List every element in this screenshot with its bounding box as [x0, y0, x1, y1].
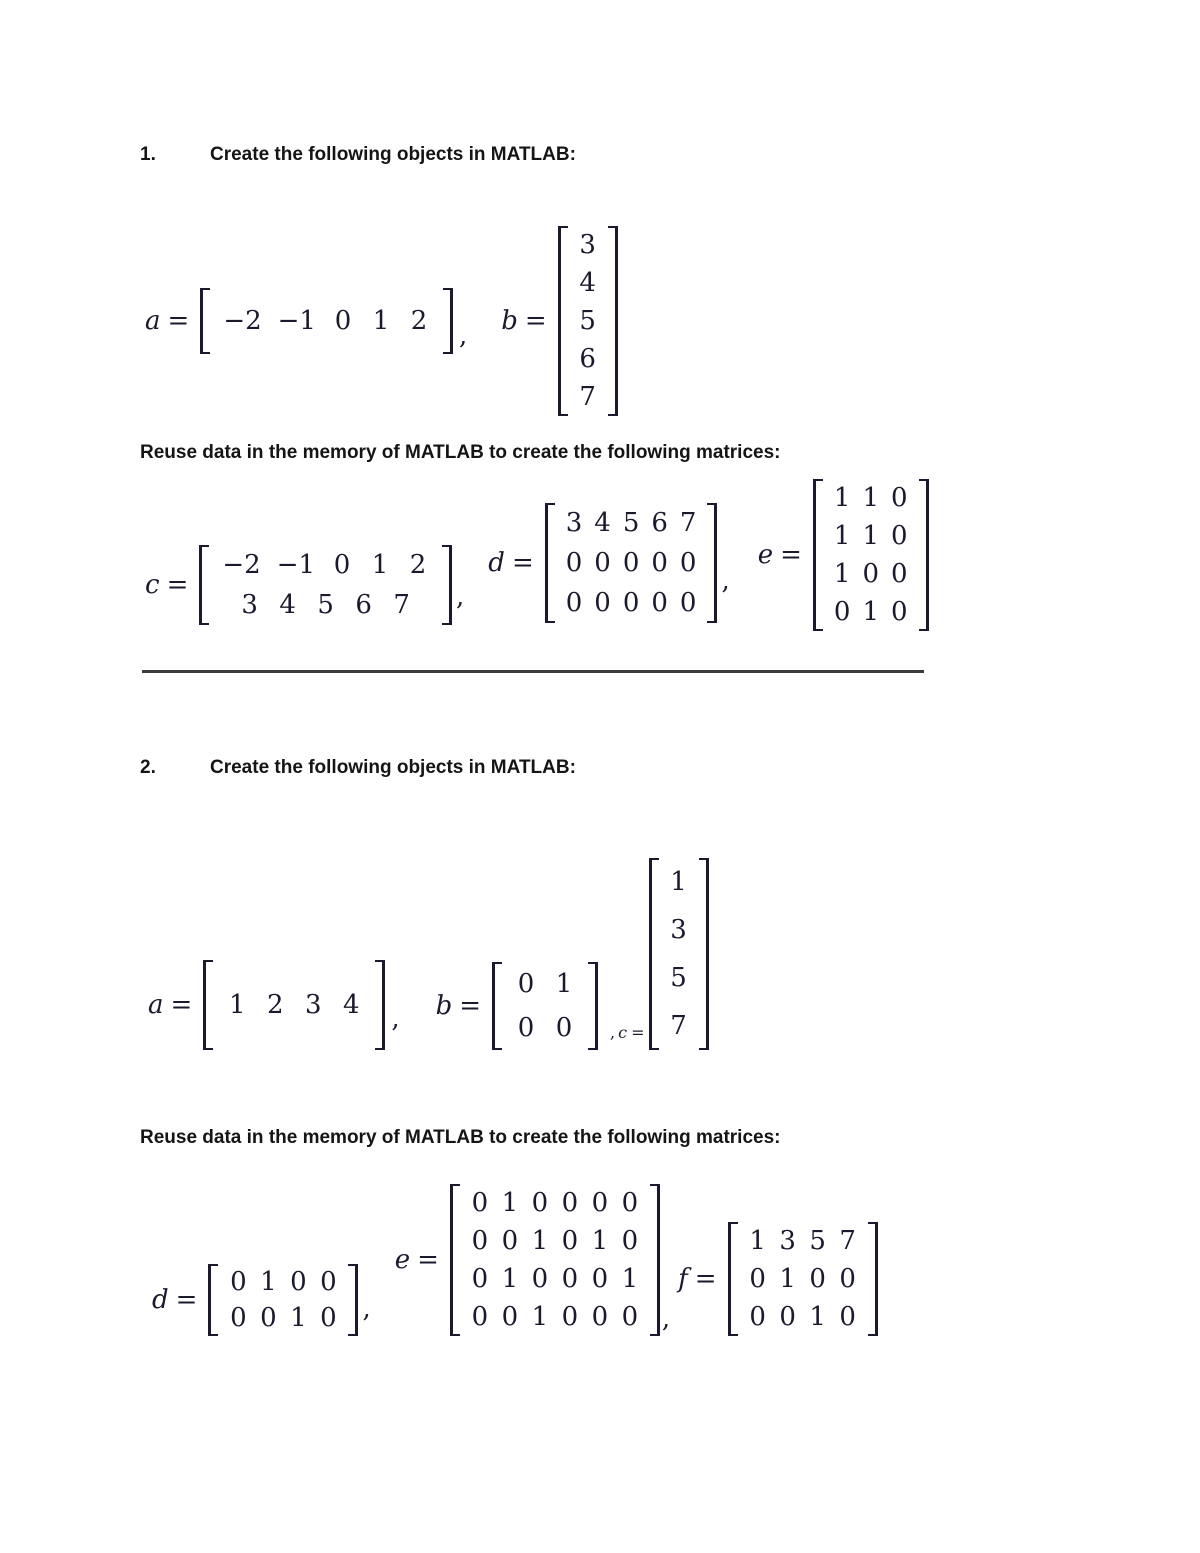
matrix-cell: 0 — [290, 1267, 307, 1297]
section2-item-number: 2. — [140, 757, 156, 778]
matrix-cell: 7 — [579, 382, 596, 412]
matrix-cell: 2 — [409, 550, 427, 580]
matrix-cell: 1 — [833, 483, 851, 513]
matrix-cell: 6 — [579, 344, 596, 374]
matrix-cell: 3 — [565, 508, 583, 538]
matrix-row — [664, 954, 694, 1002]
matrix-cell: 0 — [679, 588, 697, 618]
matrix-left-bracket — [200, 288, 210, 354]
comma: , — [610, 1023, 616, 1042]
equals-sign: = — [417, 1245, 439, 1275]
matrix-c1 — [199, 545, 452, 625]
matrix-grid-a1 — [210, 288, 443, 354]
matrix-cell: 0 — [517, 1013, 535, 1043]
matrix-cell: 0 — [622, 548, 640, 578]
var-label-b1: b — [501, 306, 518, 336]
matrix-cell: 0 — [320, 1303, 337, 1333]
comma: , — [458, 321, 468, 351]
section1-heading-text: Create the following objects in MATLAB: — [210, 144, 576, 165]
var-label-e2: e — [394, 1245, 411, 1275]
matrix-row — [573, 340, 603, 378]
matrix-cell: 0 — [561, 1302, 579, 1332]
matrix-cell: 0 — [471, 1188, 489, 1218]
matrix-a1 — [200, 288, 453, 354]
matrix-row — [573, 264, 603, 302]
var-label-b2: b — [435, 991, 453, 1021]
matrix-cell: 6 — [355, 590, 372, 620]
matrix-cell: 0 — [561, 1264, 579, 1294]
matrix-row — [573, 226, 603, 264]
matrix-cell: 1 — [809, 1302, 826, 1332]
definition-a1 — [145, 288, 453, 354]
definition-d2 — [152, 1264, 358, 1336]
var-label-d1: d — [488, 548, 505, 578]
matrix-cell: 0 — [591, 1188, 609, 1218]
matrix-cell: 1 — [372, 306, 390, 336]
equals-sign: = — [524, 306, 547, 336]
matrix-row — [218, 960, 370, 1050]
matrix-cell: 0 — [471, 1226, 489, 1256]
matrix-cell: 0 — [501, 1226, 519, 1256]
matrix-left-bracket — [558, 226, 568, 416]
matrix-left-bracket — [649, 858, 659, 1050]
matrix-row — [560, 543, 703, 583]
matrix-cell: 6 — [651, 508, 668, 538]
definition-d1 — [488, 503, 717, 623]
matrix-cell: 0 — [260, 1303, 277, 1333]
matrix-cell: 7 — [839, 1226, 856, 1256]
matrix-cell: 1 — [749, 1226, 766, 1256]
matrix-grid-e1 — [823, 479, 919, 631]
matrix-right-bracket — [442, 545, 452, 625]
matrix-cell: 1 — [501, 1264, 519, 1294]
matrix-cell: −1 — [277, 306, 316, 336]
matrix-cell: 4 — [579, 268, 596, 298]
matrix-cell: 3 — [241, 590, 258, 620]
matrix-c2 — [649, 858, 709, 1050]
matrix-cell: 0 — [622, 588, 640, 618]
matrix-cell: 1 — [371, 550, 389, 580]
matrix-b1 — [558, 226, 618, 416]
matrix-cell: 1 — [591, 1226, 609, 1256]
matrix-cell: 5 — [670, 963, 687, 993]
matrix-row — [465, 1222, 645, 1260]
matrix-row — [465, 1260, 645, 1298]
matrix-row — [560, 503, 703, 543]
matrix-row — [223, 1264, 343, 1300]
matrix-cell: 5 — [579, 306, 596, 336]
var-label-a1: a — [145, 306, 161, 336]
comma: , — [661, 1304, 671, 1334]
matrix-cell: 0 — [565, 548, 583, 578]
matrix-cell: 0 — [749, 1264, 766, 1294]
matrix-row — [214, 585, 437, 625]
matrix-row — [507, 962, 583, 1006]
matrix-cell: 0 — [591, 1264, 609, 1294]
matrix-right-bracket — [699, 858, 709, 1050]
matrix-grid-c1 — [209, 545, 442, 625]
comma: , — [721, 566, 730, 596]
matrix-cell: −2 — [222, 550, 261, 580]
matrix-b2 — [492, 962, 598, 1050]
section1-heading — [140, 144, 1040, 166]
section1-item-number: 1. — [140, 144, 156, 165]
matrix-cell: 0 — [749, 1302, 766, 1332]
equals-sign: = — [170, 990, 193, 1020]
matrix-row — [664, 1002, 694, 1050]
matrix-cell: 0 — [779, 1302, 796, 1332]
section2-reuse-text: Reuse data in the memory of MATLAB to create the following matrices: — [140, 1127, 781, 1148]
equals-sign: = — [631, 1023, 645, 1042]
matrix-cell: 1 — [260, 1267, 277, 1297]
matrix-cell: 0 — [679, 548, 697, 578]
matrix-cell: −2 — [223, 306, 262, 336]
section2-heading-text: Create the following objects in MATLAB: — [210, 757, 576, 778]
matrix-grid-d1 — [555, 503, 708, 623]
matrix-cell: 1 — [290, 1303, 307, 1333]
matrix-row — [573, 378, 603, 416]
definition-a2 — [148, 960, 385, 1050]
matrix-cell: 0 — [555, 1013, 573, 1043]
matrix-cell: −1 — [276, 550, 316, 580]
section-divider — [142, 670, 924, 673]
matrix-cell: 1 — [670, 867, 687, 897]
matrix-cell: 1 — [862, 483, 880, 513]
matrix-right-bracket — [375, 960, 385, 1050]
matrix-row — [573, 302, 603, 340]
matrix-left-bracket — [545, 503, 555, 623]
equals-sign: = — [167, 306, 190, 336]
matrix-right-bracket — [919, 479, 929, 631]
equals-sign: = — [694, 1264, 717, 1294]
var-label-e1: e — [757, 540, 774, 570]
equals-sign: = — [511, 548, 534, 578]
matrix-cell: 0 — [891, 521, 908, 551]
matrix-grid-b1 — [568, 226, 608, 416]
matrix-cell: 2 — [267, 990, 284, 1020]
matrix-right-bracket — [348, 1264, 358, 1336]
matrix-cell: 0 — [839, 1264, 856, 1294]
matrix-cell: 0 — [565, 588, 583, 618]
var-label-c1: c — [145, 570, 160, 600]
matrix-cell: 0 — [230, 1303, 247, 1333]
matrix-right-bracket — [588, 962, 598, 1050]
matrix-cell: 0 — [334, 306, 352, 336]
definition-c1 — [145, 545, 452, 625]
matrix-cell: 0 — [621, 1226, 639, 1256]
matrix-row — [507, 1006, 583, 1050]
matrix-cell: 0 — [651, 588, 668, 618]
matrix-row — [828, 479, 914, 517]
matrix-cell: 1 — [531, 1226, 549, 1256]
matrix-cell: 4 — [279, 590, 296, 620]
matrix-cell: 2 — [410, 306, 428, 336]
equals-sign: = — [166, 570, 189, 600]
matrix-right-bracket — [707, 503, 717, 623]
matrix-cell: 1 — [779, 1264, 796, 1294]
matrix-cell: 3 — [305, 990, 322, 1020]
var-label-d2: d — [152, 1285, 169, 1315]
matrix-cell: 1 — [501, 1188, 519, 1218]
matrix-row — [664, 906, 694, 954]
matrix-cell: 1 — [833, 521, 851, 551]
matrix-right-bracket — [608, 226, 618, 416]
matrix-cell: 0 — [839, 1302, 856, 1332]
section2-heading — [140, 757, 1040, 779]
matrix-cell: 0 — [471, 1302, 489, 1332]
matrix-cell: 0 — [517, 969, 535, 999]
equals-sign: = — [459, 991, 482, 1021]
matrix-grid-a2 — [213, 960, 375, 1050]
matrix-cell: 3 — [579, 230, 596, 260]
matrix-cell: 0 — [594, 548, 611, 578]
matrix-cell: 0 — [891, 597, 908, 627]
matrix-cell: 0 — [591, 1302, 609, 1332]
matrix-cell: 0 — [320, 1267, 337, 1297]
var-label-c2: c — [618, 1023, 628, 1042]
matrix-cell: 0 — [230, 1267, 247, 1297]
matrix-cell: 4 — [343, 990, 360, 1020]
matrix-cell: 0 — [531, 1264, 549, 1294]
matrix-row — [828, 517, 914, 555]
matrix-cell: 7 — [679, 508, 697, 538]
matrix-cell: 5 — [317, 590, 334, 620]
matrix-cell: 1 — [531, 1302, 549, 1332]
comma: , — [362, 1294, 371, 1324]
definition-f2 — [678, 1222, 877, 1336]
matrix-cell: 4 — [594, 508, 611, 538]
matrix-left-bracket — [813, 479, 823, 631]
matrix-left-bracket — [492, 962, 502, 1050]
comma: , — [391, 1004, 400, 1034]
matrix-cell: 3 — [779, 1226, 796, 1256]
definition-e2 — [395, 1184, 660, 1336]
matrix-cell: 0 — [561, 1226, 579, 1256]
matrix-row — [743, 1298, 863, 1336]
matrix-d1 — [545, 503, 718, 623]
matrix-cell: 0 — [809, 1264, 826, 1294]
matrix-row — [465, 1298, 645, 1336]
matrix-cell: 7 — [393, 590, 410, 620]
var-label-a2: a — [148, 990, 164, 1020]
matrix-row — [828, 555, 914, 593]
section2-equation-abc — [148, 852, 709, 1050]
matrix-row — [828, 593, 914, 631]
matrix-cell: 0 — [531, 1188, 549, 1218]
definition-b2 — [436, 962, 598, 1050]
matrix-f2 — [728, 1222, 878, 1336]
matrix-cell: 0 — [594, 588, 611, 618]
section1-equation-cde — [145, 478, 929, 640]
matrix-row — [560, 583, 703, 623]
section2-equation-def — [152, 1174, 878, 1336]
matrix-cell: 1 — [555, 969, 573, 999]
equals-sign: = — [175, 1285, 198, 1315]
matrix-cell: 5 — [622, 508, 640, 538]
matrix-e1 — [813, 479, 929, 631]
comma: , — [456, 582, 465, 612]
matrix-row — [214, 545, 437, 585]
matrix-grid-b2 — [502, 962, 588, 1050]
matrix-right-bracket — [443, 288, 453, 354]
matrix-cell: 0 — [621, 1302, 639, 1332]
section1-equation-ab — [145, 224, 618, 418]
matrix-row — [465, 1184, 645, 1222]
matrix-cell: 1 — [862, 597, 880, 627]
matrix-cell: 3 — [670, 915, 687, 945]
matrix-left-bracket — [199, 545, 209, 625]
matrix-grid-e2 — [460, 1184, 650, 1336]
matrix-cell: 1 — [229, 990, 246, 1020]
matrix-cell: 0 — [891, 559, 908, 589]
matrix-row — [223, 1300, 343, 1336]
definition-b1 — [501, 226, 617, 416]
matrix-cell: 0 — [471, 1264, 489, 1294]
matrix-cell: 0 — [891, 483, 908, 513]
matrix-cell: 5 — [809, 1226, 826, 1256]
matrix-left-bracket — [208, 1264, 218, 1336]
matrix-right-bracket — [650, 1184, 660, 1336]
matrix-grid-d2 — [218, 1264, 348, 1336]
matrix-d2 — [208, 1264, 358, 1336]
matrix-cell: 1 — [862, 521, 880, 551]
matrix-cell: 0 — [651, 548, 668, 578]
matrix-cell: 0 — [833, 597, 851, 627]
var-label-f2: f — [678, 1264, 688, 1294]
matrix-a2 — [203, 960, 385, 1050]
matrix-cell: 1 — [621, 1264, 639, 1294]
matrix-cell: 7 — [670, 1011, 687, 1041]
matrix-row — [215, 288, 438, 354]
matrix-e2 — [450, 1184, 660, 1336]
matrix-cell: 0 — [862, 559, 880, 589]
matrix-cell: 0 — [333, 550, 351, 580]
equals-sign: = — [780, 540, 802, 570]
matrix-grid-f2 — [738, 1222, 868, 1336]
matrix-row — [743, 1260, 863, 1298]
matrix-left-bracket — [450, 1184, 460, 1336]
matrix-right-bracket — [868, 1222, 878, 1336]
matrix-row — [664, 858, 694, 906]
matrix-left-bracket — [728, 1222, 738, 1336]
matrix-cell: 0 — [561, 1188, 579, 1218]
matrix-cell: 1 — [833, 559, 851, 589]
definition-e1 — [758, 479, 929, 631]
matrix-grid-c2 — [659, 858, 699, 1050]
c2-inline-label — [610, 1023, 644, 1042]
matrix-row — [743, 1222, 863, 1260]
matrix-cell: 0 — [621, 1188, 639, 1218]
section1-reuse-text: Reuse data in the memory of MATLAB to create the following matrices: — [140, 442, 781, 463]
matrix-cell: 0 — [501, 1302, 519, 1332]
matrix-left-bracket — [203, 960, 213, 1050]
